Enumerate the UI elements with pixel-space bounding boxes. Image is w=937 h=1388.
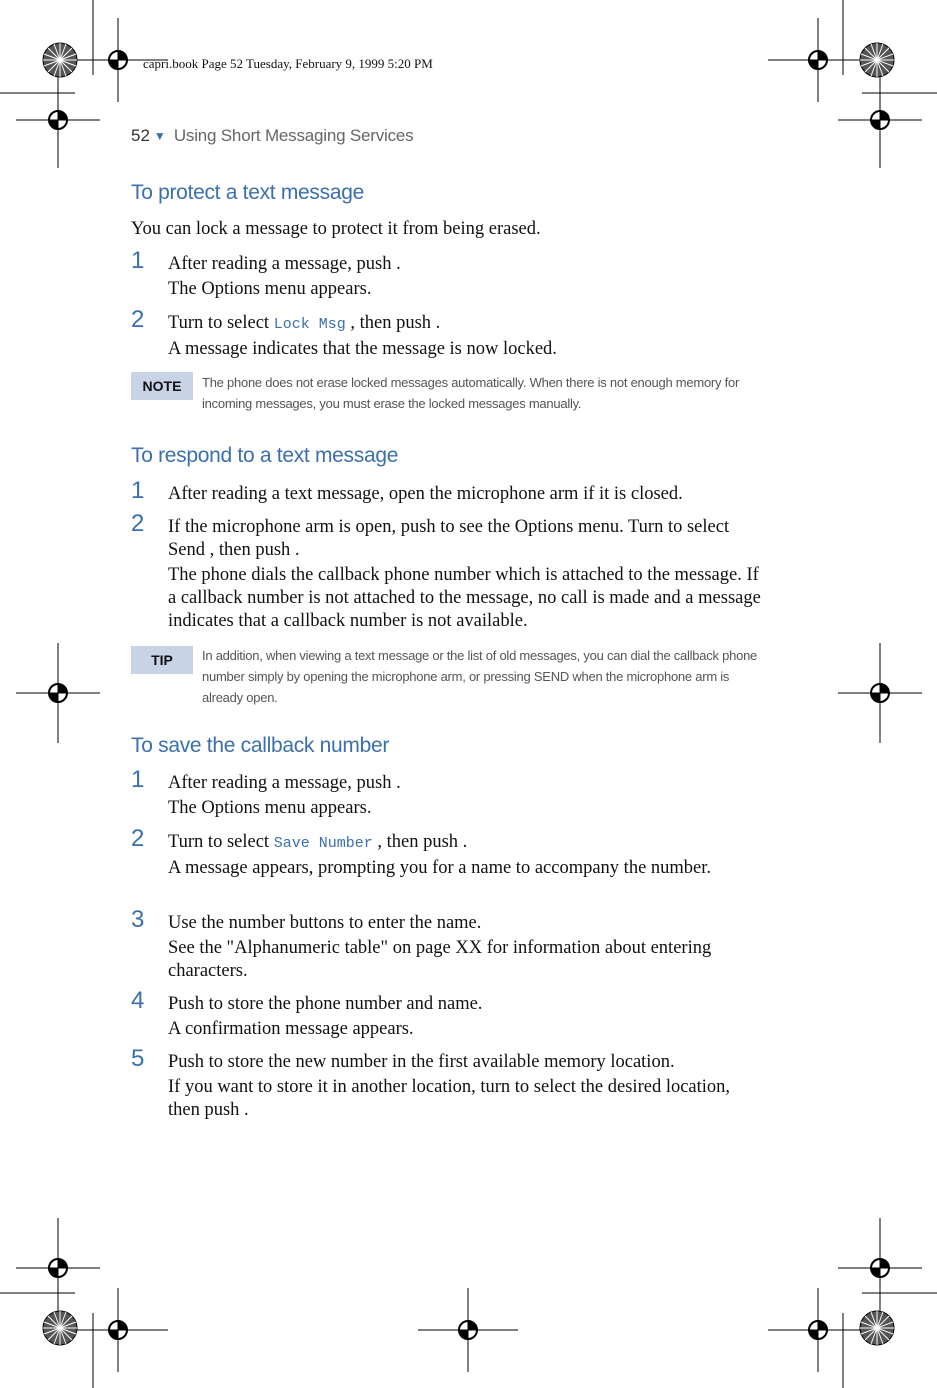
step-item <box>131 906 771 983</box>
step-item <box>131 510 771 633</box>
step-instruction: After reading a text message, open the microphone arm if it is closed. <box>168 484 683 504</box>
step-item <box>131 766 771 820</box>
step-item <box>131 1045 771 1122</box>
section-heading-protect: To protect a text message <box>131 181 364 204</box>
section-intro: You can lock a message to protect it from being erased. <box>131 219 541 239</box>
step-item <box>131 477 771 506</box>
note-label: NOTE <box>131 372 193 400</box>
step-number: 3 <box>131 906 145 933</box>
step-number: 5 <box>131 1045 145 1072</box>
step-result: See the "Alphanumeric table" on page XX for information about entering characters. <box>168 938 712 981</box>
step-number: 2 <box>131 510 145 537</box>
step-number: 1 <box>131 477 145 504</box>
step-item <box>131 987 771 1041</box>
step-instruction: After reading a message, push . <box>168 254 401 274</box>
page-number: 52 <box>131 126 150 145</box>
chapter-title: Using Short Messaging Services <box>173 126 414 145</box>
step-number: 4 <box>131 987 145 1014</box>
step-instruction: Push to store the new number in the first available memory location. <box>168 1052 675 1072</box>
step-item <box>131 247 771 301</box>
section-heading-respond: To respond to a text message <box>131 444 399 467</box>
tip-text: In addition, when viewing a text message or the list of old messages, you can dial the callback phone number simply by opening the microphone arm, or pressing SEND when the microphone arm is already open. <box>202 648 758 705</box>
section-heading-save: To save the callback number <box>131 734 390 757</box>
tip-label: TIP <box>131 646 193 674</box>
step-instruction: If the microphone arm is open, push to see the Options menu. Turn to select Send , then push . <box>168 517 730 560</box>
page-header <box>131 126 413 146</box>
menu-option-lock-msg: Lock Msg <box>273 316 346 333</box>
menu-option-save-number: Save Number <box>273 835 373 852</box>
step-number: 1 <box>131 766 145 793</box>
step-result: A message indicates that the message is now locked. <box>168 339 557 359</box>
step-result: The phone dials the callback phone number which is attached to the message. If a callback number is not attached to the message, no call is made and a message indicates that a callback number is not available. <box>168 565 761 631</box>
step-item <box>131 825 771 880</box>
step-number: 2 <box>131 306 145 333</box>
step-instruction: Turn to select Lock Msg , then push . <box>168 313 441 333</box>
step-instruction: Push to store the phone number and name. <box>168 994 483 1014</box>
print-banner: capri.book Page 52 Tuesday, February 9, 1999 5:20 PM <box>143 56 433 71</box>
step-result: A message appears, prompting you for a name to accompany the number. <box>168 858 712 878</box>
note-text: The phone does not erase locked messages automatically. When there is not enough memory for incoming messages, you must erase the locked messages manually. <box>202 375 740 411</box>
step-instruction: Use the number buttons to enter the name. <box>168 913 482 933</box>
step-item <box>131 306 771 361</box>
step-result: The Options menu appears. <box>168 798 372 818</box>
step-result: The Options menu appears. <box>168 279 372 299</box>
step-result: If you want to store it in another location, turn to select the desired location, then push . <box>168 1077 731 1120</box>
step-number: 1 <box>131 247 145 274</box>
step-instruction: Turn to select Save Number , then push . <box>168 832 468 852</box>
step-number: 2 <box>131 825 145 852</box>
step-result: A confirmation message appears. <box>168 1019 414 1039</box>
triangle-down-icon: ▼ <box>153 129 166 143</box>
step-instruction: After reading a message, push . <box>168 773 401 793</box>
